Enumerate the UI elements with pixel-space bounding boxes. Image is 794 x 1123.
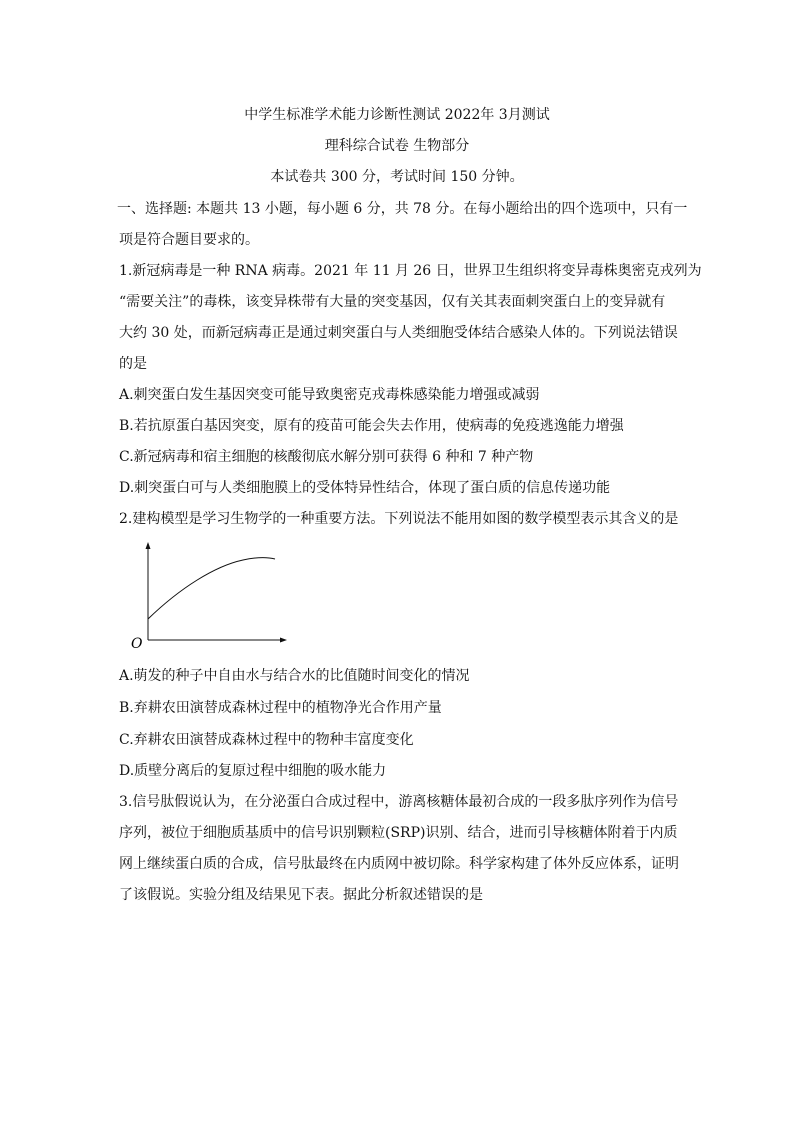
q3-stem-line: 3.信号肽假说认为，在分泌蛋白合成过程中，游离核糖体最初合成的一段多肽序列作为信号 <box>119 794 679 810</box>
q1-option-b: B.若抗原蛋白基因突变，原有的疫苗可能会失去作用，使病毒的免疫逃逸能力增强 <box>119 418 624 434</box>
q1-option-d: D.刺突蛋白可与人类细胞膜上的受体特异性结合，体现了蛋白质的信息传递功能 <box>119 480 611 496</box>
section-heading-line-2: 项是符合题目要求的。 <box>119 232 259 248</box>
saturation-curve <box>148 558 275 619</box>
section-heading-line-1: 一、选择题: 本题共 13 小题，每小题 6 分，共 78 分。在每小题给出的四个选项中，只有一 <box>117 201 688 217</box>
exam-title: 中学生标准学术能力诊断性测试 2022年 3月测试 <box>244 107 550 123</box>
q2-option-b: B.弃耕农田演替成森林过程中的植物净光合作用产量 <box>119 700 442 716</box>
origin-label: O <box>131 636 143 652</box>
q2-stem: 2.建构模型是学习生物学的一种重要方法。下列说法不能用如图的数学模型表示其含义的是 <box>119 511 679 527</box>
q3-stem-line: 了该假说。实验分组及结果见下表。据此分析叙述错误的是 <box>119 887 483 903</box>
q3-stem-line: 序列，被位于细胞质基质中的信号识别颗粒(SRP)识别、结合，进而引导核糖体附着于内质 <box>119 825 678 841</box>
y-axis-arrow-icon <box>146 542 151 549</box>
q2-math-model-graph <box>125 540 295 652</box>
q2-option-d: D.质壁分离后的复原过程中细胞的吸水能力 <box>119 763 387 779</box>
q2-option-a: A.萌发的种子中自由水与结合水的比值随时间变化的情况 <box>119 668 470 684</box>
q3-stem-line: 网上继续蛋白质的合成，信号肽最终在内质网中被切除。科学家构建了体外反应体系，证明 <box>119 856 679 872</box>
q1-stem-line: 大约 30 处，而新冠病毒正是通过刺突蛋白与人类细胞受体结合感染人体的。下列说法错误 <box>119 325 678 341</box>
x-axis-arrow-icon <box>280 638 287 643</box>
q1-option-c: C.新冠病毒和宿主细胞的核酸彻底水解分别可获得 6 种和 7 种产物 <box>119 449 534 465</box>
q1-stem-line: “需要关注”的毒株，该变异株带有大量的突变基因，仅有关其表面刺突蛋白上的变异就有 <box>119 294 666 310</box>
q1-stem-line: 1.新冠病毒是一种 RNA 病毒。2021 年 11 月 26 日，世界卫生组织将变异毒株奥密克戎列为 <box>119 263 702 279</box>
exam-info: 本试卷共 300 分，考试时间 150 分钟。 <box>270 169 524 185</box>
q1-option-a: A.刺突蛋白发生基因突变可能导致奥密克戎毒株感染能力增强或减弱 <box>119 387 540 403</box>
q1-stem-line: 的是 <box>119 356 147 372</box>
exam-subtitle: 理科综合试卷 生物部分 <box>324 138 470 154</box>
q2-option-c: C.弃耕农田演替成森林过程中的物种丰富度变化 <box>119 732 414 748</box>
